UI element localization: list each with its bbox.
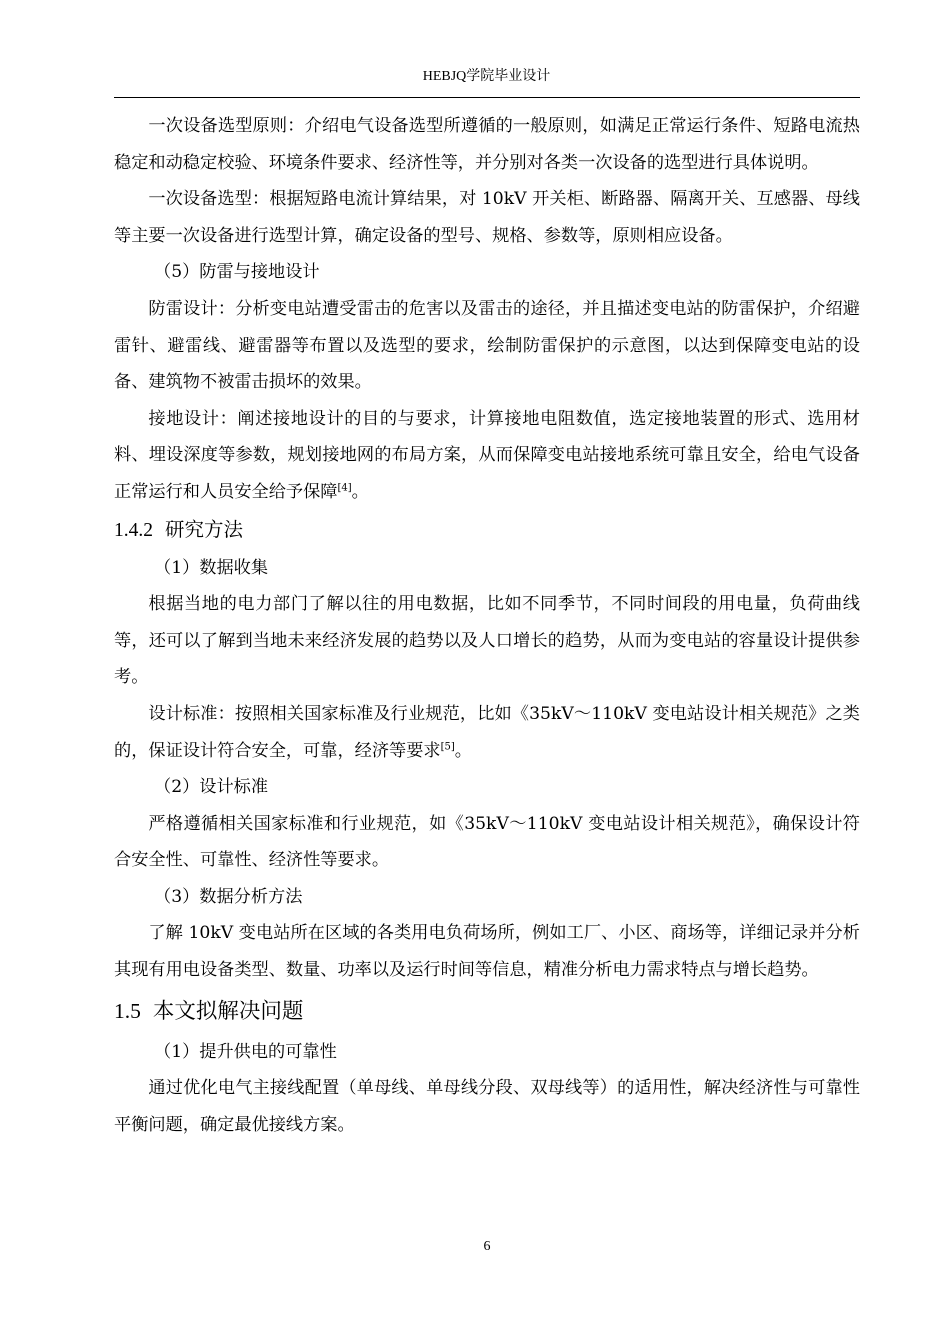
paragraph-grounding-design: [114, 401, 860, 511]
paragraph-data-analysis: 了解 10kV 变电站所在区域的各类用电负荷场所，例如工厂、小区、商场等，详细记录并分析其现有用电设备类型、数量、功率以及运行时间等信息，精准分析电力需求特点与增长趋势。: [114, 923, 860, 981]
paragraph-grounding-text: 接地设计：阐述接地设计的目的与要求，计算接地电阻数值，选定接地装置的形式、选用材料、埋设深度等参数，规划接地网的布局方案，从而保障变电站接地系统可靠且安全，给电气设备正常运行和人员安全给予保障: [114, 408, 860, 502]
paragraph-reliability: 通过优化电气主接线配置（单母线、单母线分段、双母线等）的适用性，解决经济性与可靠性平衡问题，确定最优接线方案。: [114, 1078, 860, 1135]
paragraph-design-standard-text: 设计标准：按照相关国家标准及行业规范，比如《35kV～110kV 变电站设计相关规范》之类的，保证设计符合安全，可靠，经济等要求: [114, 703, 860, 761]
paragraph-equipment-selection: 一次设备选型：根据短路电流计算结果，对 10kV 开关柜、断路器、隔离开关、互感器、母线等主要一次设备进行选型计算，确定设备的型号、规格、参数等，原则相应设备。: [114, 189, 860, 246]
page-number: 6: [483, 1239, 491, 1254]
section-number: 1.5: [114, 998, 141, 1023]
section-title: 本文拟解决问题: [152, 998, 304, 1024]
section-title: 研究方法: [165, 517, 244, 541]
page-body: [114, 108, 860, 1143]
paragraph-lightning-design: 防雷设计：分析变电站遭受雷击的危害以及雷击的途径，并且描述变电站的防雷保护，介绍避雷针、避雷线、避雷器等布置以及选型的要求，绘制防雷保护的示意图，以达到保障变电站的设备、建筑物不被雷击损坏的效果。: [114, 298, 860, 393]
paragraph-data-collection: 根据当地的电力部门了解以往的用电数据，比如不同季节，不同时间段的用电量，负荷曲线等，还可以了解到当地未来经济发展的趋势以及人口增长的趋势，从而为变电站的容量设计提供参考。: [114, 594, 860, 688]
section-heading-1-4-2: [114, 511, 860, 550]
page-header: HEBJQ学院毕业设计: [422, 69, 551, 84]
citation-5: [5]: [440, 740, 455, 752]
paragraph-design-standard-end: 。: [454, 740, 472, 761]
item-data-collection: （1）数据收集: [154, 557, 269, 578]
section-number: 1.4.2: [114, 519, 153, 541]
item-data-analysis: （3）数据分析方法: [154, 886, 303, 907]
section-heading-1-5: [114, 989, 860, 1034]
paragraph-equipment-principle: 一次设备选型原则：介绍电气设备选型所遵循的一般原则，如满足正常运行条件、短路电流热稳定和动稳定校验、环境条件要求、经济性等，并分别对各类一次设备的选型进行具体说明。: [114, 116, 860, 173]
paragraph-grounding-end: 。: [351, 481, 369, 502]
item-lightning-grounding: （5）防雷与接地设计: [154, 262, 320, 283]
paragraph-design-standard: 严格遵循相关国家标准和行业规范，如《35kV～110kV 变电站设计相关规范》，确保设计符合安全性、可靠性、经济性等要求。: [114, 813, 860, 871]
header-divider: [114, 97, 860, 98]
citation-4: [4]: [337, 482, 352, 494]
item-reliability: （1）提升供电的可靠性: [154, 1041, 337, 1062]
paragraph-design-standard-note: [114, 696, 860, 769]
item-design-standard: （2）设计标准: [154, 777, 269, 798]
